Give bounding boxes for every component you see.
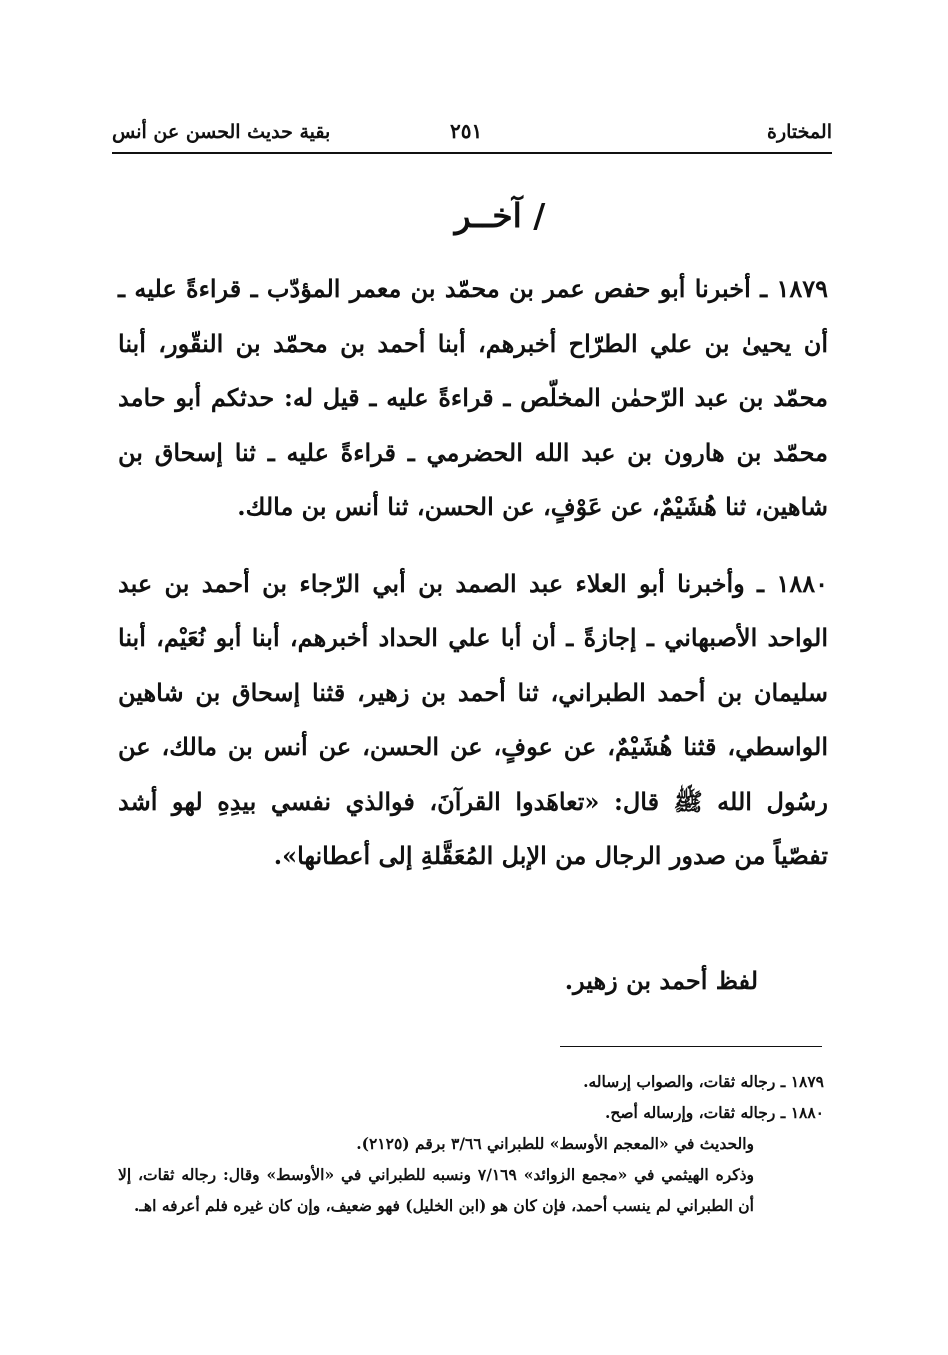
closing-line: لفظ أحمد بن زهير. [564,966,758,995]
footnote-1880: ١٨٨٠ ـ رجاله ثقات، وإرساله أصح. [604,1103,824,1122]
hadith-number: ١٨٨٠ [776,568,829,598]
hadith-number: ١٨٧٩ [776,274,828,303]
hadith-paragraph-1880 [118,557,828,884]
chapter-title: / آخــر [454,196,546,235]
hadith-text: ـ أخبرنا أبو حفص عمر بن محمّد بن معمر المؤدّب ـ قراءةً عليه ـ أن يحيىٰ بن علي الطرّاح أخبرهم، أبنا أحمد بن محمّد بن النقّور، أبنا محمّد بن عبد الرّحمٰن المخلّص ـ قراءةً عليه ـ قيل له: حدثكم أبو حامد محمّد بن هارون بن عبد الله الحضرمي ـ قراءةً عليه ـ ثنا إسحاق بن شاهين، ثنا هُشَيْمٌ، عن عَوْفٍ، عن الحسن، ثنا أنس بن مالك. [118,274,828,521]
footnote-rule [560,1046,822,1047]
footnote-source: والحديث في «المعجم الأوسط» للطبراني ٣/٦٦ برقم (٢١٢٥). [356,1134,754,1153]
section-title: بقية حديث الحسن عن أنس [112,121,331,143]
hadith-paragraph-1879 [118,262,828,535]
hadith-text: ـ وأخبرنا أبو العلاء عبد الصمد بن أبي الرّجاء بن أحمد بن عبد الواحد الأصبهاني ـ إجازةً ـ أن أبا علي الحداد أخبرهم، أبنا أبو نُعَيْم، أبنا سليمان بن أحمد الطبراني، ثنا أحمد بن زهير، قثنا إسحاق بن شاهين الواسطي، قثنا هُشَيْمٌ، عن عوفٍ، عن الحسن، عن أنس بن مالك، عن رسُول الله ﷺ قال: «تعاهَدوا القرآنَ، فوالذي نفسي بيدِهِ لهو أشد تفصّياً من صدور الرجال من الإبل المُعَقَّلةِ إلى أعطانها». [118,568,828,870]
running-header [112,115,832,151]
main-text [118,262,828,884]
footnotes [118,1066,824,1221]
header-rule [112,152,832,154]
page-number: ٢٥١ [450,119,483,143]
book-title: المختارة [767,121,832,143]
footnote-haythami: وذكره الهيثمي في «مجمع الزوائد» ٧/١٦٩ ونسبه للطبراني في «الأوسط» وقال: رجاله ثقات، إلا أن الطبراني لم ينسب أحمد، فإن كان هو (ابن الخليل) فهو ضعيف، وإن كان غيره فلم أعرفه اهـ. [118,1165,755,1215]
footnote-1879: ١٨٧٩ ـ رجاله ثقات، والصواب إرساله. [583,1072,824,1091]
